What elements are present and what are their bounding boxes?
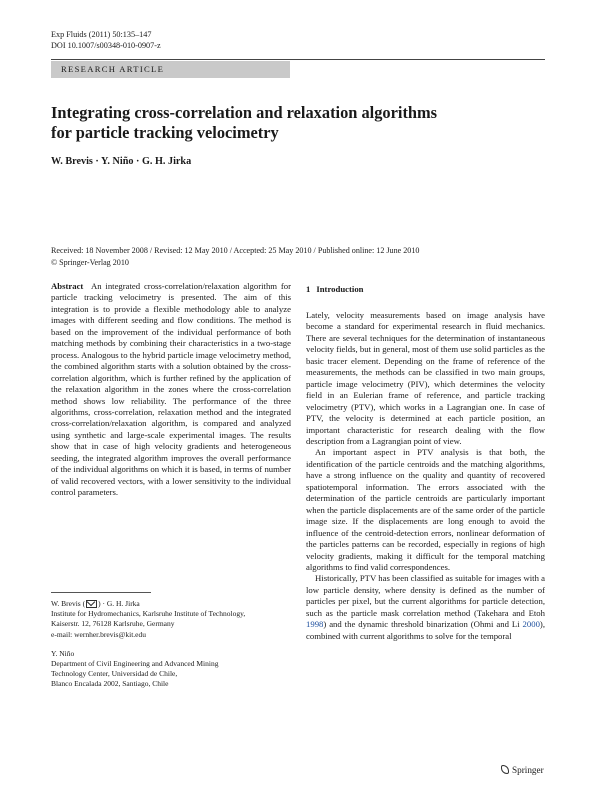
- article-title: [51, 103, 491, 143]
- affiliation-center-2: Technology Center, Universidad de Chile,: [51, 669, 178, 679]
- intro-p3-part-a: Historically, PTV has been classified as suitable for images with a low particle density, where density is defined as the number of particles per pixel, but the current algorithms for particle detection, such as the particle mask correlation method (Takehara and Etoh: [306, 573, 545, 618]
- publisher-name: Springer: [512, 765, 544, 775]
- citation-link-takehara[interactable]: 1998: [306, 619, 324, 630]
- copyright-line: © Springer-Verlag 2010: [51, 257, 129, 267]
- section-title: Introduction: [316, 284, 364, 294]
- affiliation-author-2: Y. Niño: [51, 648, 75, 658]
- introduction-body: [306, 310, 545, 642]
- article-type-banner: RESEARCH ARTICLE: [51, 61, 290, 78]
- affiliations: [51, 599, 291, 699]
- affiliation-address-2: Blanco Encalada 2002, Santiago, Chile: [51, 679, 169, 689]
- intro-paragraph-2: An important aspect in PTV analysis is that both, the identification of the particle centroids and the matching algorithms, have a strong influence on the quality and quantity of recovered spatiotemporal information. The errors associated with the determination of the particle centroids are particularly important when the particle displacements are of the same order of the particle image size. If the displacements are long enough to avoid the influence of the centroid-detection errors, nonlinear deformation of the particles patterns can be recorded, especially in regions of high velocity gradients, making it difficult for the temporal matching algorithms to find valid correspondences.: [306, 447, 545, 572]
- title-line-1: Integrating cross-correlation and relaxation algorithms: [51, 103, 438, 122]
- section-heading: [306, 284, 364, 294]
- dates-line: Received: 18 November 2008 / Revised: 12 May 2010 / Accepted: 25 May 2010 / Published online: 12 June 2010: [51, 246, 420, 255]
- affiliation-authors-1: W. Brevis ( ) · G. H. Jirka: [51, 599, 140, 608]
- abstract-text: An integrated cross-correlation/relaxation algorithm for particle tracking velocimetry is presented. The aim of this integration is to provide a flexible methodology able to analyze images with different seeding and flow conditions. The method is based on the improvement of the individual performance of both matching methods by combining their characteristics in a two-stage process. Analogous to the hybrid particle image velocimetry method, the combined algorithm starts with a solution obtained by the cross-correlation algorithm, which is further refined by the application of the relaxation algorithm in the zones where the cross-correlation method shows low reliability. The performance of the three algorithms, cross-correlation, relaxation method and the integrated cross-correlation/relaxation algorithm, is compared and analyzed using synthetic and large-scale experimental images. The results show that in case of high velocity gradients and heterogeneous seeding, the integrated algorithm improves the overall performance of the individual algorithms on which it is based, in terms of number of valid recovered vectors, with a lower sensitivity to the individual control parameters.: [51, 281, 292, 498]
- intro-p3-part-b: ) and the dynamic threshold binarization (Ohmi and Li: [323, 619, 523, 630]
- affiliation-institute-1: Institute for Hydromechanics, Karlsruhe Institute of Technology,: [51, 609, 246, 619]
- affiliation-rule: [51, 592, 151, 593]
- springer-horse-icon: [501, 765, 509, 774]
- article-history: [51, 245, 419, 268]
- affiliation-email[interactable]: e-mail: wernher.brevis@kit.edu: [51, 629, 147, 639]
- affiliation-block-1: [51, 599, 291, 640]
- section-number: 1: [306, 284, 311, 294]
- intro-p3-part-c: ), combined with current algorithms to solve for the temporal: [306, 619, 545, 641]
- citation-link-ohmi[interactable]: 2000: [522, 619, 540, 630]
- header-rule: [51, 59, 545, 60]
- abstract-label: Abstract: [51, 281, 84, 291]
- intro-paragraph-3: [306, 573, 545, 642]
- journal-citation: [51, 29, 161, 51]
- doi-line: DOI 10.1007/s00348-010-0907-z: [51, 41, 161, 50]
- title-line-2: for particle tracking velocimetry: [51, 123, 279, 142]
- affiliation-block-2: [51, 649, 291, 690]
- journal-line: Exp Fluids (2011) 50:135–147: [51, 30, 152, 39]
- intro-paragraph-1: Lately, velocity measurements based on image analysis have become a standard for experimental research in fluid mechanics. There are several techniques for the determination of instantaneous velocity fields, but in general, most of them use solid particles as the basic tracer element. Depending on the frame of reference of the measurements, the methods can be classified in two main groups, particle image velocimetry (PIV), which determines the velocity field in an Eulerian frame of reference, and particle tracking velocimetry (PTV), which works in a Lagrangian one. In case of PTV, the velocity is determined at each particle position, an important characteristic for research dealing with the flow description from a Lagrangian point of view.: [306, 310, 545, 446]
- abstract: [51, 281, 291, 499]
- envelope-icon: [86, 600, 97, 608]
- affiliation-department-2: Department of Civil Engineering and Advanced Mining: [51, 659, 219, 669]
- author-list: W. Brevis · Y. Niño · G. H. Jirka: [51, 156, 192, 167]
- publisher-logo: [501, 765, 544, 775]
- affiliation-address-1: Kaiserstr. 12, 76128 Karlsruhe, Germany: [51, 619, 175, 629]
